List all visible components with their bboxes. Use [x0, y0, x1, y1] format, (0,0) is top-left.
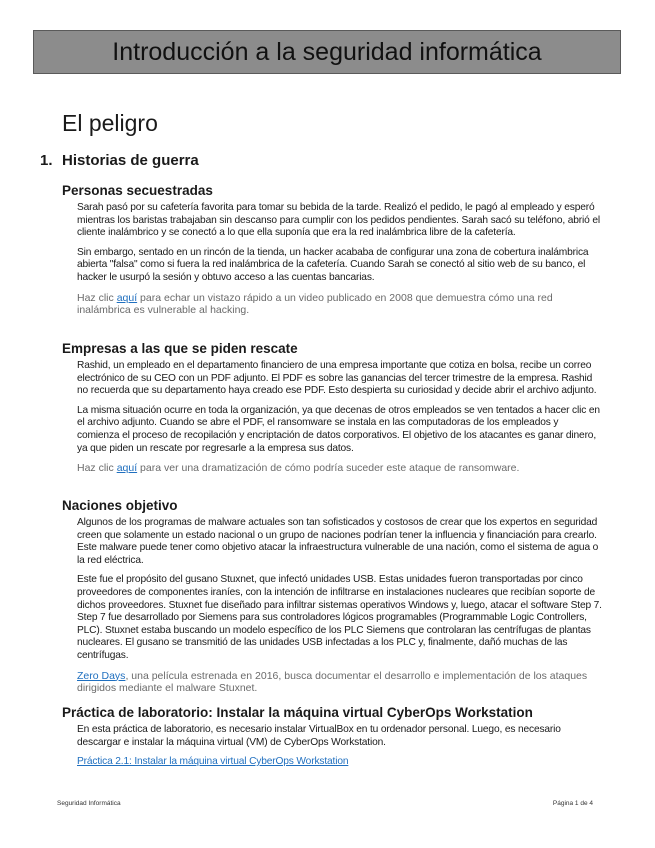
note-text: , una película estrenada en 2016, busca documentar el desarrollo e implementación de los ataques dirigidos mediante el malware Stuxnet. [77, 669, 588, 695]
subsection-empresas [62, 341, 602, 482]
video-link[interactable]: aquí [116, 291, 138, 304]
note-text: Haz clic [77, 462, 117, 475]
paragraph: Algunos de los programas de malware actuales son tan sofisticados y costosos de crear que los expertos en seguridad creen que solamente un estado nacional o un grupo de naciones podrían tener la influencia y financiación para crearlo. Este malware puede tener como objetivo atacar la infraestructura vulnerable de una nación, como el sistema de agua o la red eléctrica. [77, 517, 599, 566]
section-title: Historias de guerra [62, 152, 199, 169]
footer-page-number: Página 1 de 4 [552, 800, 593, 807]
note-paragraph [77, 670, 602, 695]
subsection-personas [62, 183, 602, 324]
note-paragraph [77, 292, 602, 317]
note-text: para echar un vistazo rápido a un video publicado en 2008 que demuestra cómo una red inalámbrica es vulnerable al hacking. [77, 291, 553, 317]
section-number: 1. [40, 152, 53, 169]
zero-days-link[interactable]: Zero Days [77, 669, 126, 682]
subsection-title: Práctica de laboratorio: Instalar la máquina virtual CyberOps Workstation [62, 705, 533, 720]
paragraph: Rashid, un empleado en el departamento financiero de una empresa importante que cotiza en bolsa, recibe un correo electrónico de su CEO con un PDF adjunto. El PDF es sobre las ganancias del tercer trimestre de la empresa. Rashid no recuerda que su departamento haya creado ese PDF. Esto despierta su curiosidad y decide abrir el archivo adjunto. [77, 360, 597, 397]
paragraph: Sin embargo, sentado en un rincón de la tienda, un hacker acababa de configurar una zona de cobertura inalámbrica abierta "falsa" como si fuera la red inalámbrica de la cafetería. Cuando Sarah se conectó al sitio web de su banco, el hacker le usurpó la sesión y obtuvo acceso a las cuentas bancarias. [77, 246, 589, 283]
note-paragraph [77, 462, 602, 475]
subsection-practica [62, 705, 602, 776]
paragraph: Sarah pasó por su cafetería favorita para tomar su bebida de la tarde. Realizó el pedido, le pagó al empleado y esperó mientras los baristas trabajaban sin descanso para cumplir con los pedidos pendientes. Sarah sacó su teléfono, abrió el cliente inalámbrico y se conectó a lo que ella suponía que era la red inalámbrica libre de la cafetería. [77, 202, 600, 239]
lab-link[interactable]: Práctica 2.1: Instalar la máquina virtual CyberOps Workstation [77, 756, 349, 768]
subsection-title: Empresas a las que se piden rescate [62, 341, 298, 356]
note-text: para ver una dramatización de cómo podría suceder este ataque de ransomware. [137, 462, 520, 475]
paragraph: En esta práctica de laboratorio, es necesario instalar VirtualBox en tu ordenador personal. Luego, es necesario descargar e instalar la máquina virtual (VM) de CyberOps Workstation. [77, 724, 561, 748]
lab-link-paragraph [77, 756, 602, 769]
video-link[interactable]: aquí [116, 462, 138, 475]
note-text: Haz clic [77, 291, 117, 304]
chapter-title: El peligro [62, 110, 158, 136]
paragraph: Este fue el propósito del gusano Stuxnet, que infectó unidades USB. Estas unidades fueron transportadas por cinco proveedores de componentes iraníes, con la intención de infiltrarse en instalaciones nucleares que recibían soporte de dichos proveedores. Stuxnet fue diseñado para infiltrar sistemas operativos Windows y, luego, atacar el software Step 7. Step 7 fue desarrollado por Siemens para sus controladores lógicos programables (Programmable Logic Controllers, PLC). Stuxnet estaba buscando un modelo específico de los PLC Siemens que controlaran las centrífugas de plantas nucleares. El gusano se transmitió de las unidades USB infectadas a los PLC y, finalmente, dañó muchas de las centrífugas. [77, 574, 602, 661]
document-title: Introducción a la seguridad informática [112, 37, 542, 66]
document-title-bar [33, 30, 621, 74]
subsection-naciones [62, 498, 602, 702]
paragraph: La misma situación ocurre en toda la organización, ya que decenas de otros empleados se ven tentados a hacer clic en el archivo adjunto. Cuando se abre el PDF, el ransomware se instala en las computadoras de los empleados y comienza el proceso de recopilación y encriptación de datos corporativos. El objetivo de los atacantes es ganar dinero, ya que piden un rescate por regresarle a la empresa sus datos. [77, 404, 600, 454]
subsection-title: Personas secuestradas [62, 183, 213, 198]
subsection-title: Naciones objetivo [62, 498, 178, 513]
section-heading [40, 152, 199, 169]
footer-left: Seguridad Informática [57, 800, 121, 807]
